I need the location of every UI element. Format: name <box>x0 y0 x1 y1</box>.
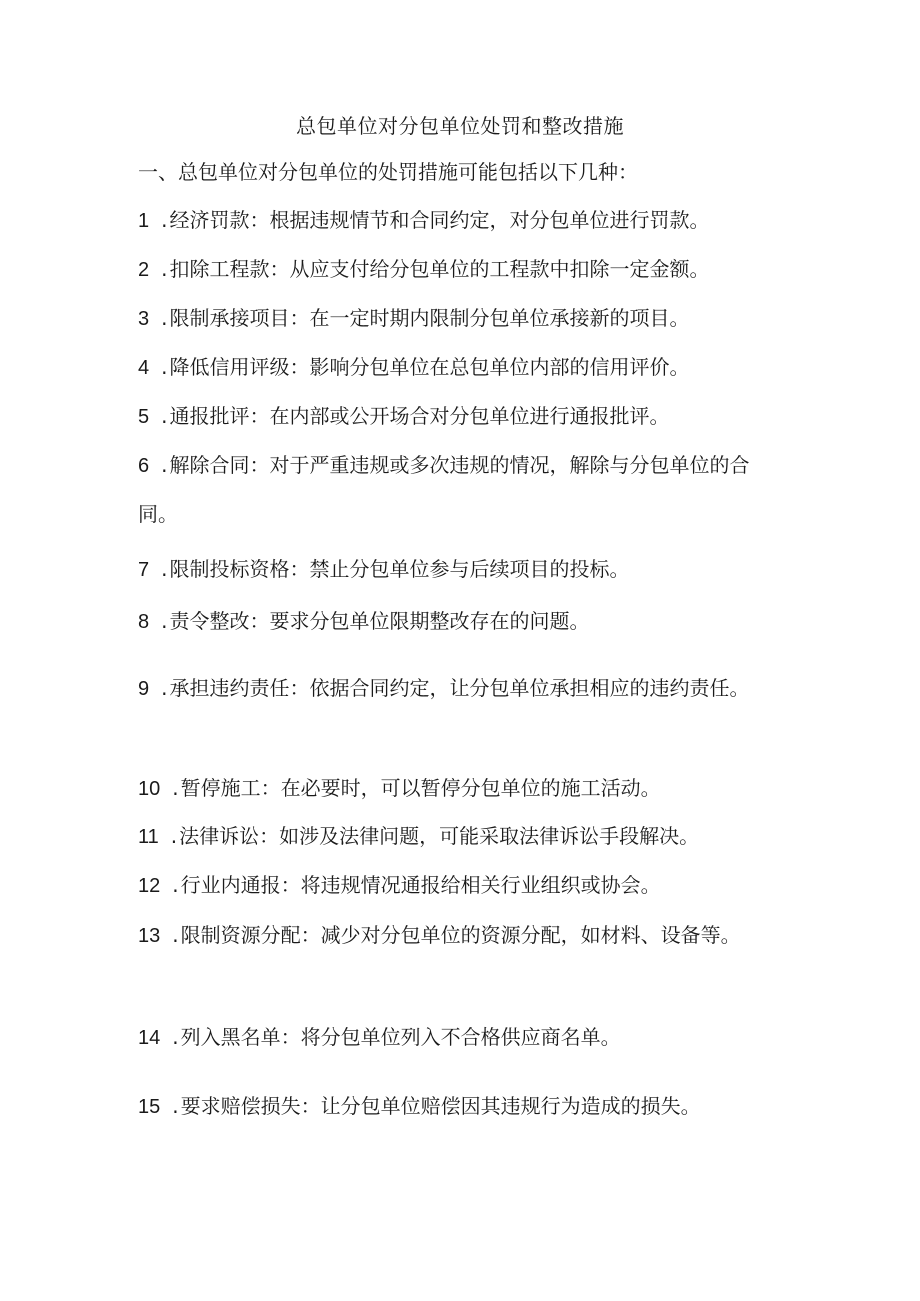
item-text: 降低信用评级：影响分包单位在总包单位内部的信用评价。 <box>169 355 690 379</box>
item-text: 经济罚款：根据违规情节和合同约定，对分包单位进行罚款。 <box>169 208 710 232</box>
item-text: 通报批评：在内部或公开场合对分包单位进行通报批评。 <box>169 404 670 428</box>
item-text: 承担违约责任：依据合同约定，让分包单位承担相应的违约责任。 <box>169 676 750 700</box>
item-number: 15 <box>138 1096 161 1118</box>
item-number: 10 <box>138 778 161 800</box>
item-text: 责令整改：要求分包单位限期整改存在的问题。 <box>169 609 590 633</box>
list-item: 7 . 限制投标资格：禁止分包单位参与后续项目的投标。 <box>138 545 788 594</box>
list-item: 6 . 解除合同：对于严重违规或多次违规的情况，解除与分包单位的合同。 <box>138 441 788 538</box>
item-number: 14 <box>138 1027 161 1049</box>
item-text: 要求赔偿损失：让分包单位赔偿因其违规行为造成的损失。 <box>180 1094 701 1118</box>
section-heading: 一、总包单位对分包单位的处罚措施可能包括以下几种： <box>138 160 638 184</box>
item-text: 解除合同：对于严重违规或多次违规的情况，解除与分包单位的合同。 <box>138 453 750 526</box>
item-number: 2 <box>138 259 150 281</box>
item-number: 11 <box>138 826 159 848</box>
item-number: 4 <box>138 357 150 379</box>
item-number: 8 <box>138 611 150 633</box>
item-number: 5 <box>138 406 150 428</box>
item-number: 1 <box>138 210 150 232</box>
item-text: 限制资源分配：减少对分包单位的资源分配，如材料、设备等。 <box>180 923 741 947</box>
list-item: 10 . 暂停施工：在必要时，可以暂停分包单位的施工活动。 <box>138 764 788 813</box>
list-item: 5 . 通报批评：在内部或公开场合对分包单位进行通报批评。 <box>138 392 788 441</box>
list-item: 1 . 经济罚款：根据违规情节和合同约定，对分包单位进行罚款。 <box>138 196 788 245</box>
item-text: 行业内通报：将违规情况通报给相关行业组织或协会。 <box>180 873 661 897</box>
list-item: 12 . 行业内通报：将违规情况通报给相关行业组织或协会。 <box>138 861 788 910</box>
list-item: 4 . 降低信用评级：影响分包单位在总包单位内部的信用评价。 <box>138 343 788 392</box>
item-number: 13 <box>138 925 161 947</box>
document-title: 总包单位对分包单位处罚和整改措施 <box>296 114 624 138</box>
item-text: 法律诉讼：如涉及法律问题，可能采取法律诉讼手段解决。 <box>179 824 700 848</box>
list-item: 8 . 责令整改：要求分包单位限期整改存在的问题。 <box>138 597 788 646</box>
list-item: 13 . 限制资源分配：减少对分包单位的资源分配，如材料、设备等。 <box>138 911 788 960</box>
item-number: 6 <box>138 455 150 477</box>
item-text: 扣除工程款：从应支付给分包单位的工程款中扣除一定金额。 <box>169 257 710 281</box>
list-item: 3 . 限制承接项目：在一定时期内限制分包单位承接新的项目。 <box>138 294 788 343</box>
list-item: 14 . 列入黑名单：将分包单位列入不合格供应商名单。 <box>138 1013 788 1062</box>
item-number: 9 <box>138 678 150 700</box>
list-item: 2 . 扣除工程款：从应支付给分包单位的工程款中扣除一定金额。 <box>138 245 788 294</box>
item-text: 限制承接项目：在一定时期内限制分包单位承接新的项目。 <box>169 306 690 330</box>
item-number: 3 <box>138 308 150 330</box>
list-item: 11 . 法律诉讼：如涉及法律问题，可能采取法律诉讼手段解决。 <box>138 812 788 861</box>
item-number: 12 <box>138 875 161 897</box>
item-number: 7 <box>138 559 150 581</box>
list-item: 9 . 承担违约责任：依据合同约定，让分包单位承担相应的违约责任。 <box>138 664 788 713</box>
item-text: 列入黑名单：将分包单位列入不合格供应商名单。 <box>180 1025 621 1049</box>
item-text: 限制投标资格：禁止分包单位参与后续项目的投标。 <box>169 557 630 581</box>
item-text: 暂停施工：在必要时，可以暂停分包单位的施工活动。 <box>180 776 661 800</box>
list-item: 15 . 要求赔偿损失：让分包单位赔偿因其违规行为造成的损失。 <box>138 1082 788 1131</box>
